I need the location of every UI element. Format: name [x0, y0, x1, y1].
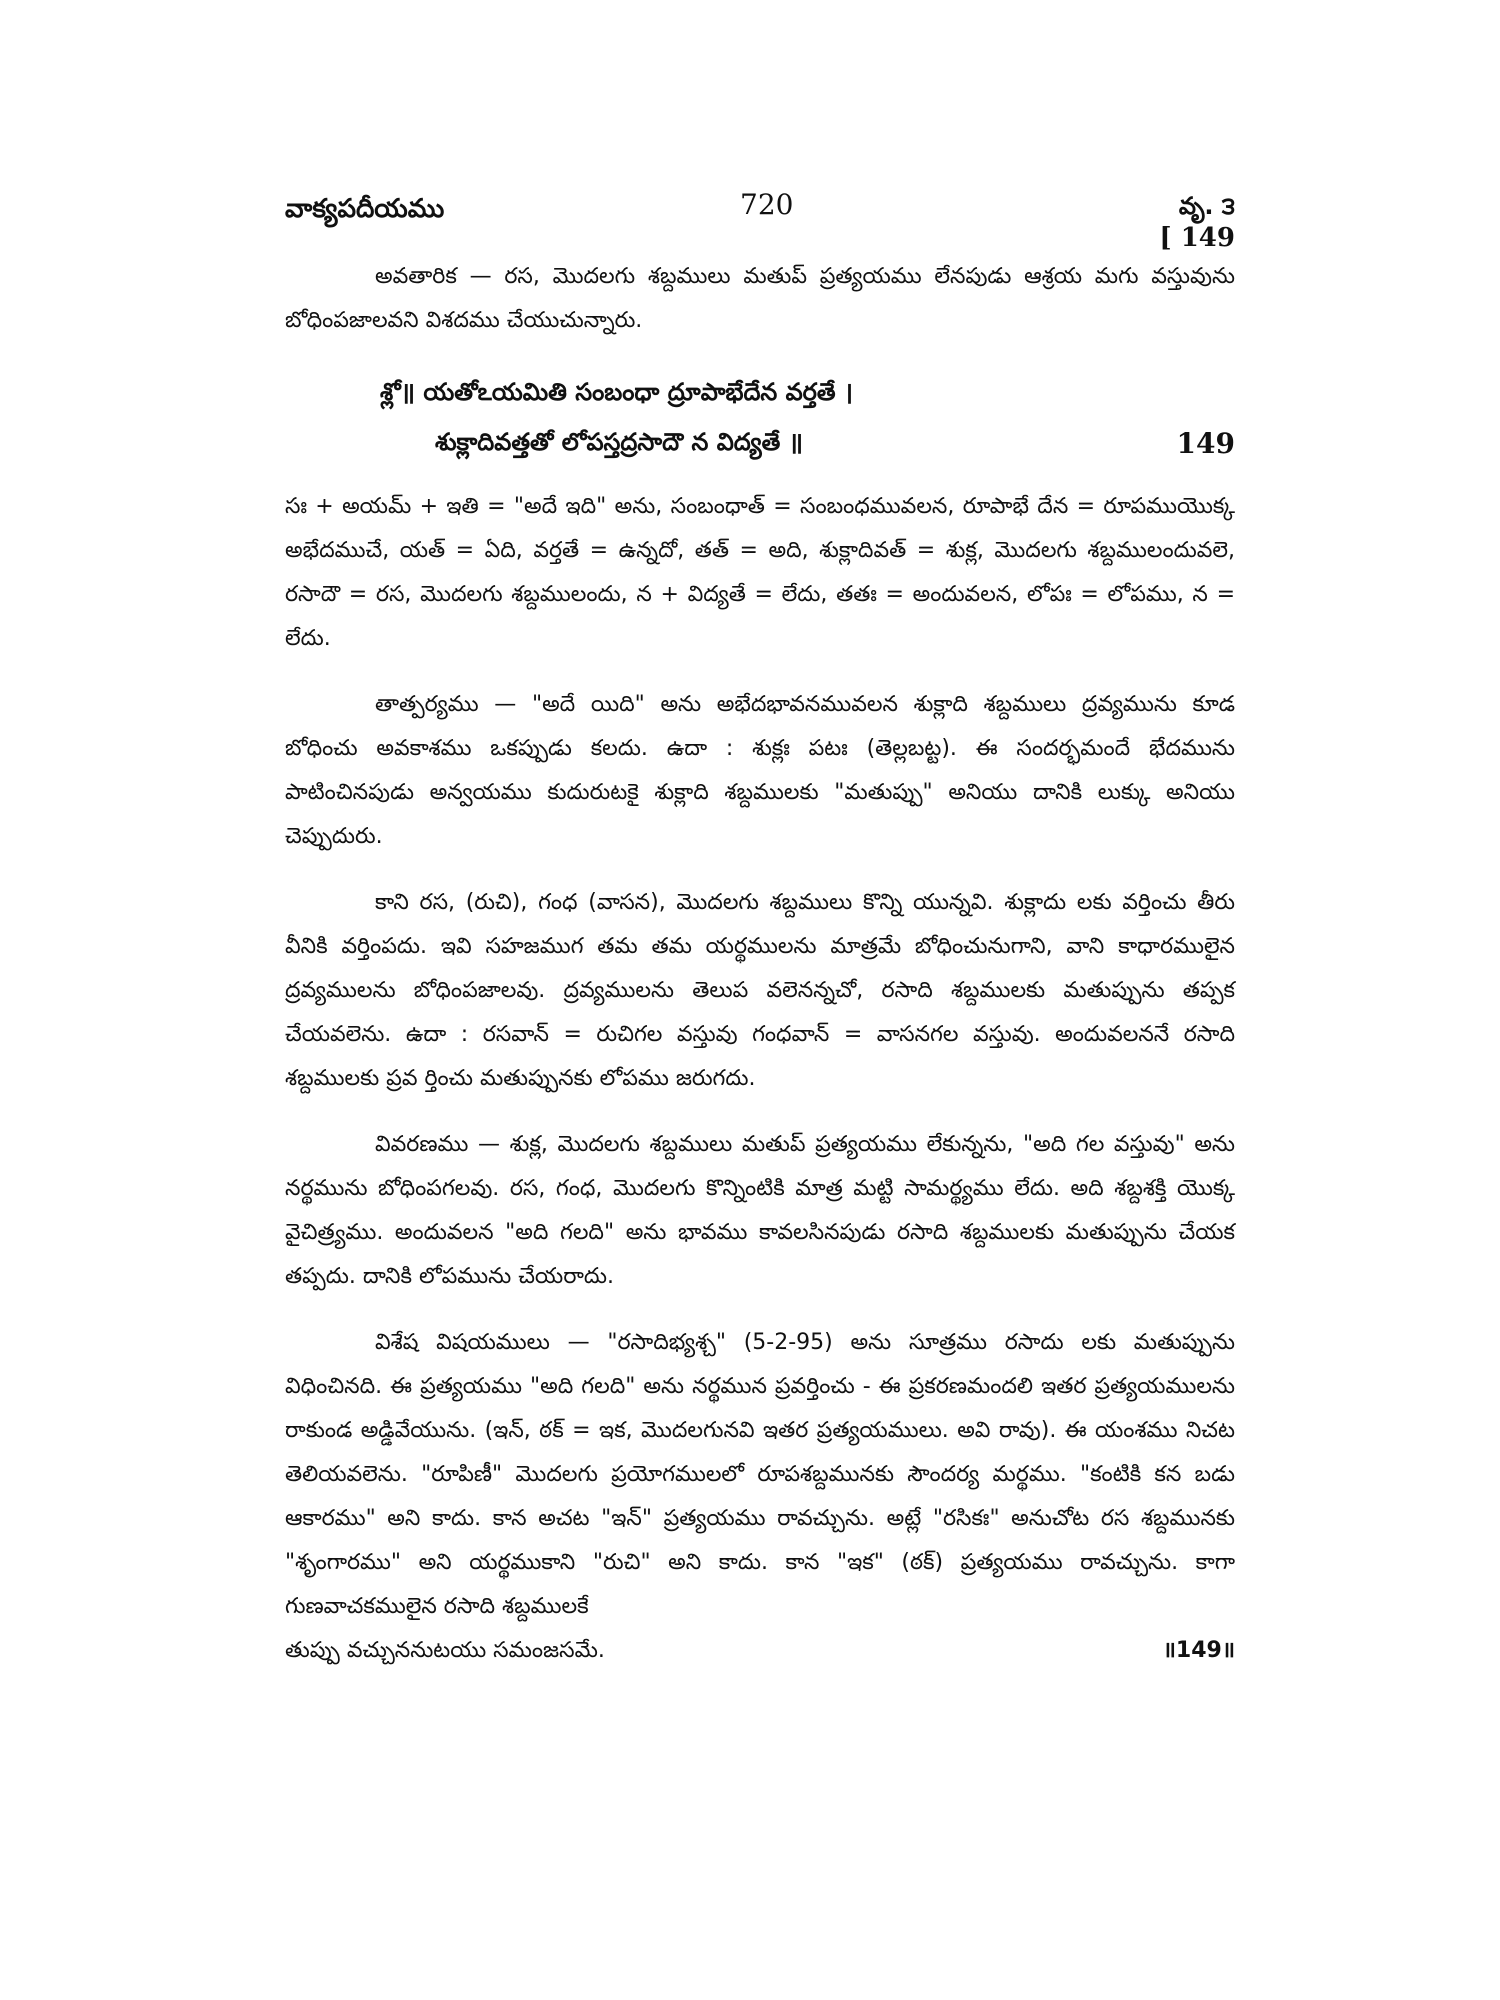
closing-text: తుప్పు వచ్చుననుటయు సమంజసమే. [285, 1638, 605, 1663]
section-label: వృ. ౩ [1178, 192, 1235, 220]
page-body [285, 255, 1235, 1673]
word-gloss-paragraph: సః + అయమ్ + ఇతి = "అదే ఇది" అను, సంబంధాత్ = సంబంధమువలన, రూపాభే దేన = రూపముయొక్క అభేదముచే, యత్ = ఏది, వర్తతే = ఉన్నదో, తత్ = అది, శుక్లాదివత్ = శుక్ల, మొదలగు శబ్దములందువలె, రసాదౌ = రస, మొదలగు శబ్దములందు, న + విద్యతే = లేదు, తతః = అందువలన, లోపః = లోపము, న = లేదు. [285, 494, 1235, 651]
intro-paragraph: అవతారిక — రస, మొదలగు శబ్దములు మతుప్ ప్రత్యయము లేనపుడు ఆశ్రయ మగు వస్తువును బోధింపజాలవని విశదము చేయుచున్నారు. [285, 264, 1235, 333]
page-number: 720 [740, 188, 794, 221]
verse-end-mark: ॥149॥ [1162, 1638, 1235, 1663]
page-header [285, 188, 1235, 253]
verse-block [285, 367, 1235, 467]
special-notes-paragraph: విశేష విషయములు — "రసాదిభ్యశ్చ" (5-2-95) అను సూత్రము రసాదు లకు మతుప్పును విధించినది. ఈ ప్రత్యయము "అది గలది" అను నర్థమున ప్రవర్తించు - ఈ ప్రకరణమందలి ఇతర ప్రత్యయములను రాకుండ అడ్డివేయును. (ఇన్, ఠక్ = ఇక, మొదలగునవి ఇతర ప్రత్యయములు. అవి రావు). ఈ యంశము నిచట తెలియవలెను. "రూపిణీ" మొదలగు ప్రయోగములలో రూపశబ్దమునకు సౌందర్య మర్థము. "కంటికి కన బడు ఆకారము" అని కాదు. కాన అచట "ఇన్" ప్రత్యయము రావచ్చును. అట్లే "రసికః" అనుచోట రస శబ్దమునకు "శృంగారము" అని యర్థముకాని "రుచి" అని కాదు. కాన "ఇక" (ఠక్) ప్రత్యయము రావచ్చును. కాగా గుణవాచకములైన రసాది శబ్దములకే [285, 1330, 1235, 1619]
verse-line-1: శ్లో॥ యతోఽయమితి సంబంధా ద్రూపాభేదేన వర్తతే । [380, 378, 854, 406]
book-title: వాక్యపదీయము [285, 194, 445, 224]
meaning-paragraph: తాత్పర్యము — "అదే యిది" అను అభేదభావనమువలన శుక్లాది శబ్దములు ద్రవ్యమును కూడ బోధించు అవకాశము ఒకప్పుడు కలదు. ఉదా : శుక్లః పటః (తెల్లబట్ట). ఈ సందర్భమందే భేదమును పాటించినపుడు అన్వయము కుదురుటకై శుక్లాది శబ్దములకు "మతుప్పు" అనియు దానికి లుక్కు అనియు చెప్పుదురు. [285, 692, 1235, 849]
verse-number: 149 [1176, 427, 1235, 460]
verse-line-2: శుక్లాదివత్తతో లోపస్తద్రసాదౌ న విద్యతే ॥ [435, 428, 803, 456]
explanation-paragraph: వివరణము — శుక్ల, మొదలగు శబ్దములు మతుప్ ప్రత్యయము లేకున్నను, "అది గల వస్తువు" అను నర్థమును బోధింపగలవు. రస, గంధ, మొదలగు కొన్నింటికి మాత్ర మట్టి సామర్థ్యము లేదు. అది శబ్దశక్తి యొక్క వైచిత్ర్యము. అందువలన "అది గలది" అను భావము కావలసినపుడు రసాది శబ్దములకు మతుప్పును చేయక తప్పదు. దానికి లోపమును చేయరాదు. [285, 1132, 1235, 1289]
closing-line [285, 1629, 1235, 1673]
section-reference [1159, 190, 1235, 254]
rasa-paragraph: కాని రస, (రుచి), గంధ (వాసన), మొదలగు శబ్దములు కొన్ని యున్నవి. శుక్లాదు లకు వర్తించు తీరు వీనికి వర్తింపదు. ఇవి సహజముగ తమ తమ యర్థములను మాత్రమే బోధించునుగాని, వాని కాధారములైన ద్రవ్యములను బోధింపజాలవు. ద్రవ్యములను తెలుప వలెనన్నచో, రసాది శబ్దములకు మతుప్పును తప్పక చేయవలెను. ఉదా : రసవాన్ = రుచిగల వస్తువు గంధవాన్ = వాసనగల వస్తువు. అందువలననే రసాది శబ్దములకు ప్రవ ర్తించు మతుప్పునకు లోపము జరుగదు. [285, 890, 1235, 1091]
verse-reference: [ 149 [1159, 223, 1235, 253]
